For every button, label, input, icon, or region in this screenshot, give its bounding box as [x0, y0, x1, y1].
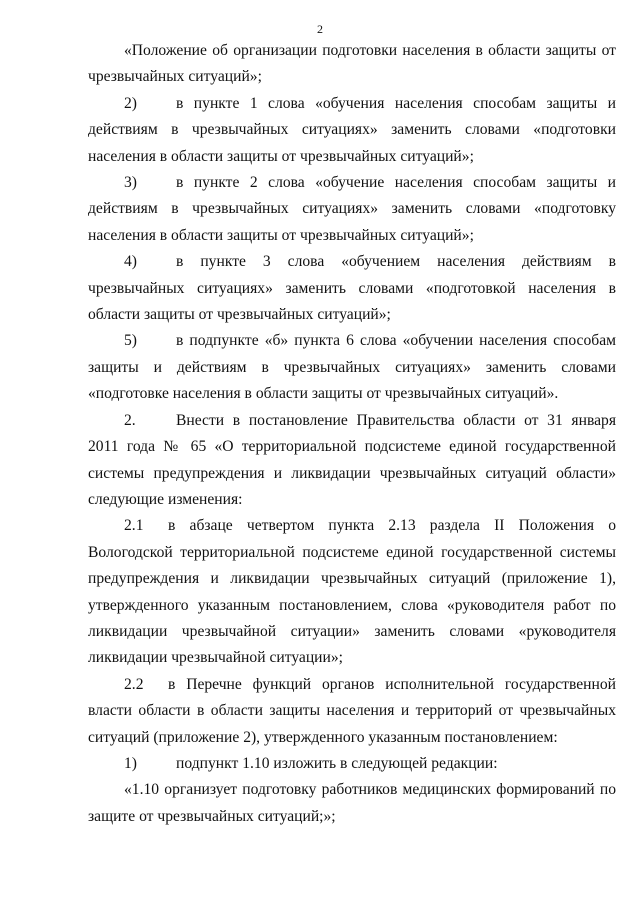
paragraph-text: «1.10 организует подготовку работников медицинских формирований по защите от чрезвычайных ситуаций;»;	[88, 781, 616, 825]
list-item	[88, 751, 616, 777]
section-text: Внести в постановление Правительства области от 31 января 2011 года № 65 «О территориальной подсистеме единой государственной системы предупреждения и ликвидации чрезвычайных ситуаций области» следующие изменения:	[88, 411, 616, 508]
list-item-number: 1)	[124, 754, 137, 772]
list-item-number: 2)	[124, 94, 137, 112]
list-item-number: 5)	[124, 332, 137, 350]
subsection-number: 2.1	[124, 517, 144, 535]
paragraph	[88, 38, 616, 91]
list-item	[88, 249, 616, 328]
list-item-number: 3)	[124, 174, 137, 192]
list-item-text: подпункт 1.10 изложить в следующей редакции:	[176, 754, 498, 772]
paragraph	[88, 777, 616, 830]
list-item-text: в пункте 1 слова «обучения населения способам защиты и действиям в чрезвычайных ситуациях» заменить словами «подготовки населения в области защиты от чрезвычайных ситуаций»;	[88, 94, 616, 165]
list-item-number: 4)	[124, 253, 137, 271]
list-item	[88, 91, 616, 170]
subsection-item	[88, 672, 616, 751]
list-item	[88, 170, 616, 249]
list-item	[88, 328, 616, 407]
document-body	[88, 38, 616, 830]
paragraph-text: «Положение об организации подготовки населения в области защиты от чрезвычайных ситуаций»;	[88, 42, 616, 86]
list-item-text: в пункте 2 слова «обучение населения способам защиты и действиям в чрезвычайных ситуациях» заменить словами «подготовку населения в области защиты от чрезвычайных ситуаций»;	[88, 174, 616, 244]
subsection-number: 2.2	[124, 675, 144, 693]
section-item	[88, 408, 616, 514]
page-number: 2	[317, 22, 323, 36]
list-item-text: в подпункте «б» пункта 6 слова «обучении населения способам защиты и действиям в чрезвычайных ситуациях» заменить словами «подготовке населения в области защиты от чрезвычайных ситуаций».	[88, 332, 616, 403]
list-item-text: в пункте 3 слова «обучением населения действиям в чрезвычайных ситуациях» заменить словами «подготовкой населения в области защиты от чрезвычайных ситуаций»;	[88, 253, 616, 324]
subsection-item	[88, 513, 616, 671]
subsection-text: в Перечне функций органов исполнительной государственной власти области в области защиты населения и территорий от чрезвычайных ситуаций (приложение 2), утвержденного указанным постановлением:	[88, 675, 616, 746]
section-number: 2.	[124, 411, 136, 429]
subsection-text: в абзаце четвертом пункта 2.13 раздела II Положения о Вологодской территориальной подсистеме единой государственной системы предупреждения и ликвидации чрезвычайных ситуаций (приложение 1), утвержденного указанным постановлением, слова «руководителя работ по ликвидации чрезвычайной ситуации» заменить словами «руководителя ликвидации чрезвычайной ситуации»;	[88, 517, 616, 667]
